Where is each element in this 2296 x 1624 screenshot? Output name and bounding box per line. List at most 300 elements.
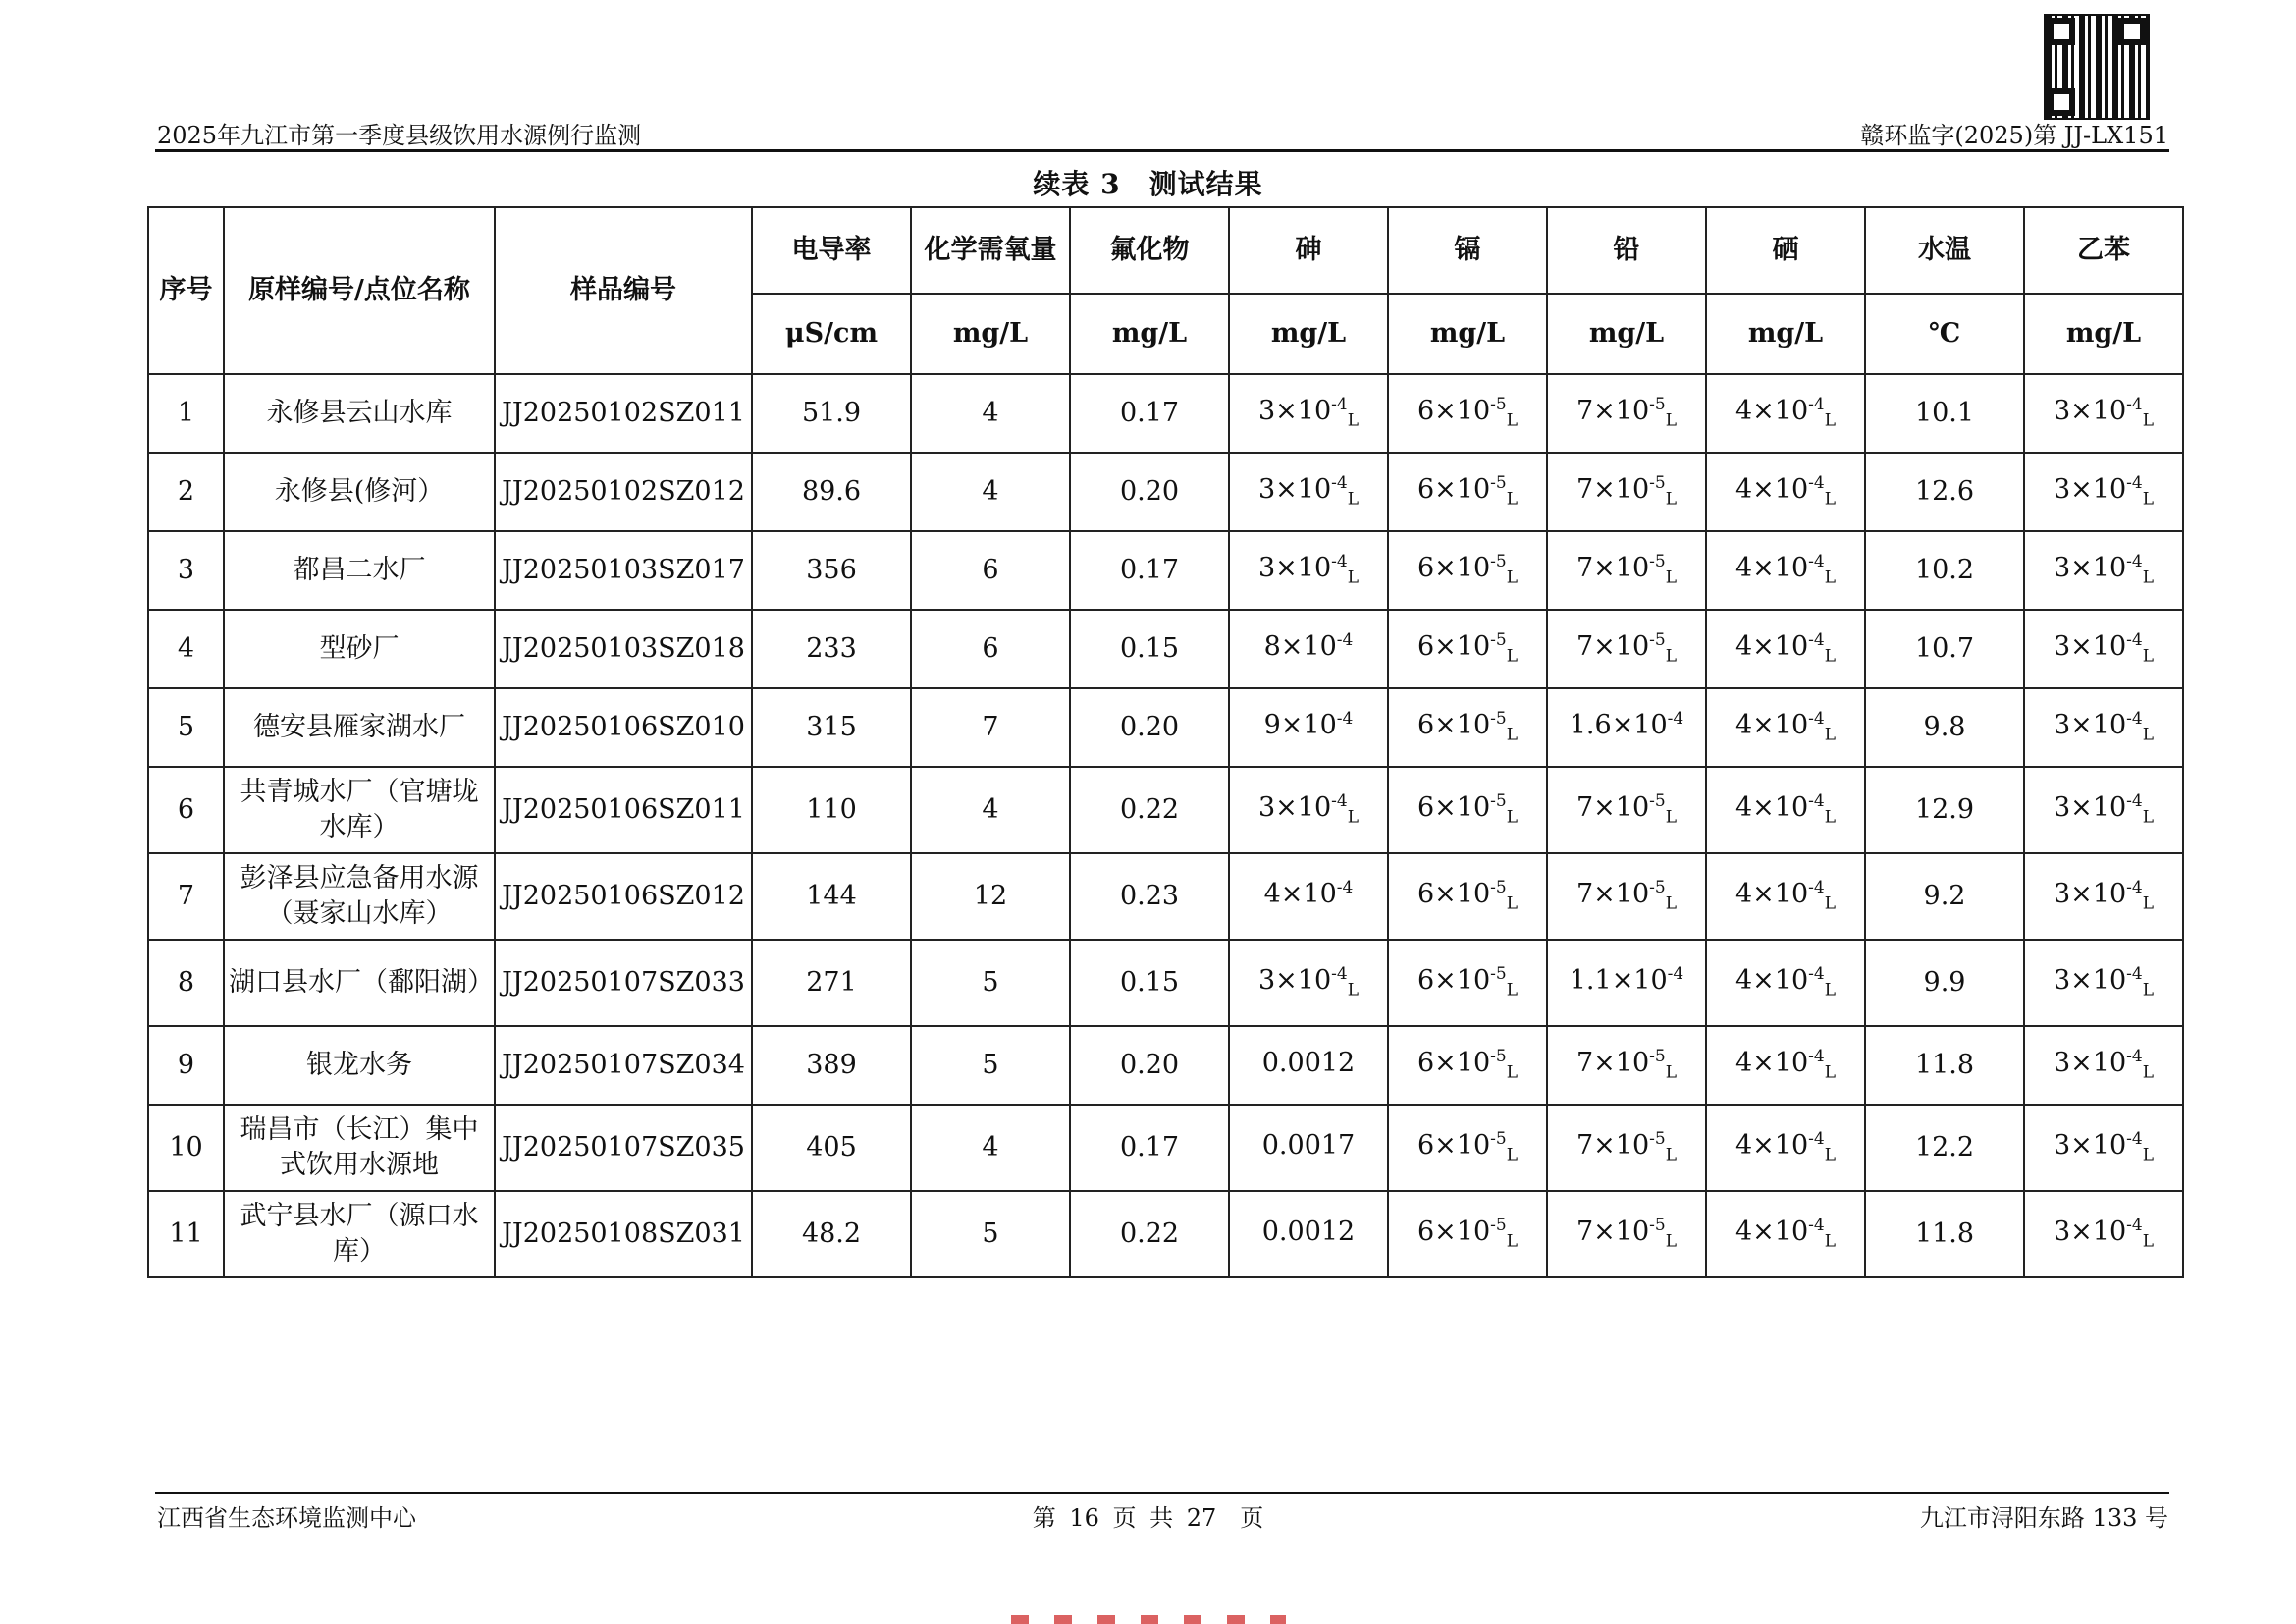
table-row	[148, 853, 2183, 940]
value-mantissa: 3×10	[2053, 1048, 2127, 1079]
below-detection-flag: L	[1824, 1062, 1837, 1083]
value-mantissa: 3×10	[2053, 631, 2127, 663]
value-exponent: -4	[1667, 709, 1684, 730]
cell-arsenic	[1229, 688, 1388, 767]
below-detection-flag: L	[2142, 1062, 2155, 1083]
below-detection-flag: L	[1506, 1145, 1519, 1165]
cell-conductivity: 51.9	[752, 374, 911, 453]
below-detection-flag: L	[1506, 1062, 1519, 1083]
value-mantissa: 9×10	[1263, 710, 1337, 741]
value-exponent: -4	[2126, 791, 2143, 812]
value-mantissa: 6×10	[1416, 1217, 1491, 1248]
value-mantissa: 3×10	[2053, 792, 2127, 824]
value-mantissa: 6×10	[1416, 553, 1491, 584]
cell-cadmium	[1388, 1026, 1547, 1105]
cell-sample-id: JJ20250103SZ017	[495, 531, 752, 610]
cell-lead	[1547, 1026, 1706, 1105]
header-param: 镉	[1388, 207, 1547, 294]
below-detection-flag: L	[2142, 893, 2155, 914]
cell-site: 都昌二水厂	[224, 531, 495, 610]
cell-ethylbenzene	[2024, 453, 2183, 531]
below-detection-flag: L	[1506, 489, 1519, 510]
below-detection-flag: L	[2142, 410, 2155, 431]
value-exponent: -4	[1808, 1216, 1825, 1236]
header-unit: mg/L	[1229, 294, 1388, 374]
value-mantissa: 6×10	[1416, 474, 1491, 506]
qr-code-icon	[2044, 14, 2150, 120]
below-detection-flag: L	[1506, 1231, 1519, 1252]
cell-cod: 6	[911, 531, 1070, 610]
cell-water-temp: 11.8	[1865, 1191, 2024, 1277]
below-detection-flag: L	[1824, 980, 1837, 1001]
value-mantissa: 3×10	[2053, 396, 2127, 427]
cell-sample-id: JJ20250103SZ018	[495, 610, 752, 688]
below-detection-flag: L	[1347, 568, 1360, 588]
cell-site: 型砂厂	[224, 610, 495, 688]
cell-sample-id: JJ20250107SZ033	[495, 940, 752, 1026]
cell-conductivity: 405	[752, 1105, 911, 1191]
cell-fluoride: 0.20	[1070, 688, 1229, 767]
cell-fluoride: 0.23	[1070, 853, 1229, 940]
cell-cadmium	[1388, 767, 1547, 853]
below-detection-flag: L	[2142, 1231, 2155, 1252]
cell-lead	[1547, 940, 1706, 1026]
cell-selenium	[1706, 610, 1865, 688]
header-unit: mg/L	[1706, 294, 1865, 374]
below-detection-flag: L	[1665, 1231, 1678, 1252]
below-detection-flag: L	[1824, 1231, 1837, 1252]
cell-arsenic	[1229, 853, 1388, 940]
cell-fluoride: 0.17	[1070, 374, 1229, 453]
value-mantissa: 4×10	[1735, 631, 1809, 663]
value-exponent: -4	[1336, 878, 1354, 898]
cell-selenium	[1706, 853, 1865, 940]
value-exponent: -5	[1649, 473, 1666, 494]
header-unit: ℃	[1865, 294, 2024, 374]
cell-conductivity: 271	[752, 940, 911, 1026]
value-exponent: -4	[2126, 878, 2143, 898]
cell-seq: 6	[148, 767, 224, 853]
cell-sample-id: JJ20250102SZ011	[495, 374, 752, 453]
value-mantissa: 7×10	[1575, 792, 1650, 824]
cell-site: 瑞昌市（长江）集中式饮用水源地	[224, 1105, 495, 1191]
cell-water-temp: 10.2	[1865, 531, 2024, 610]
cell-arsenic	[1229, 374, 1388, 453]
table-row	[148, 688, 2183, 767]
below-detection-flag: L	[1506, 807, 1519, 828]
header-unit: mg/L	[1547, 294, 1706, 374]
below-detection-flag: L	[1347, 980, 1360, 1001]
value-exponent: -4	[2126, 1216, 2143, 1236]
cell-arsenic	[1229, 610, 1388, 688]
cell-ethylbenzene	[2024, 374, 2183, 453]
cell-arsenic	[1229, 1026, 1388, 1105]
value-exponent: -4	[2126, 395, 2143, 415]
cell-ethylbenzene	[2024, 1026, 2183, 1105]
header-unit: mg/L	[911, 294, 1070, 374]
value-exponent: -5	[1649, 791, 1666, 812]
cell-water-temp: 12.6	[1865, 453, 2024, 531]
org-address: 九江市浔阳东路 133 号	[1919, 1504, 2168, 1532]
report-title: 2025年九江市第一季度县级饮用水源例行监测	[157, 122, 642, 149]
cell-site: 湖口县水厂（鄱阳湖）	[224, 940, 495, 1026]
cell-cod: 4	[911, 374, 1070, 453]
table-row	[148, 531, 2183, 610]
header-divider	[155, 149, 2169, 152]
cell-lead	[1547, 767, 1706, 853]
value-exponent: -4	[1331, 791, 1348, 812]
value-exponent: -4	[1808, 473, 1825, 494]
header-unit: mg/L	[1388, 294, 1547, 374]
cell-water-temp: 9.9	[1865, 940, 2024, 1026]
cell-conductivity: 110	[752, 767, 911, 853]
cell-seq: 5	[148, 688, 224, 767]
below-detection-flag: L	[2142, 1145, 2155, 1165]
value-mantissa: 3×10	[2053, 965, 2127, 997]
header-param: 水温	[1865, 207, 2024, 294]
cell-fluoride: 0.20	[1070, 453, 1229, 531]
value-mantissa: 0.0012	[1261, 1217, 1356, 1248]
table-row	[148, 610, 2183, 688]
below-detection-flag: L	[1824, 893, 1837, 914]
value-exponent: -4	[1808, 709, 1825, 730]
value-mantissa: 0.0017	[1261, 1130, 1356, 1162]
seal-stamp	[1011, 1615, 1286, 1624]
value-mantissa: 1.6×10	[1569, 710, 1668, 741]
cell-site: 德安县雁家湖水厂	[224, 688, 495, 767]
cell-conductivity: 389	[752, 1026, 911, 1105]
value-exponent: -5	[1490, 1129, 1507, 1150]
below-detection-flag: L	[2142, 568, 2155, 588]
below-detection-flag: L	[1506, 410, 1519, 431]
table-row	[148, 767, 2183, 853]
value-mantissa: 4×10	[1735, 1130, 1809, 1162]
value-mantissa: 8×10	[1263, 631, 1337, 663]
value-exponent: -4	[1808, 964, 1825, 985]
cell-site: 武宁县水厂（源口水库）	[224, 1191, 495, 1277]
value-exponent: -5	[1649, 1216, 1666, 1236]
value-mantissa: 6×10	[1416, 631, 1491, 663]
value-exponent: -4	[2126, 473, 2143, 494]
value-exponent: -4	[1331, 964, 1348, 985]
value-exponent: -4	[1667, 964, 1684, 985]
cell-conductivity: 356	[752, 531, 911, 610]
value-exponent: -4	[1808, 552, 1825, 572]
below-detection-flag: L	[1347, 410, 1360, 431]
value-exponent: -5	[1490, 878, 1507, 898]
table-row	[148, 1105, 2183, 1191]
header-site: 原样编号/点位名称	[224, 207, 495, 374]
header-param: 化学需氧量	[911, 207, 1070, 294]
value-mantissa: 7×10	[1575, 879, 1650, 910]
cell-site: 彭泽县应急备用水源（聂家山水库）	[224, 853, 495, 940]
value-mantissa: 7×10	[1575, 1048, 1650, 1079]
cell-cadmium	[1388, 688, 1547, 767]
cell-selenium	[1706, 767, 1865, 853]
header-param: 砷	[1229, 207, 1388, 294]
cell-selenium	[1706, 1105, 1865, 1191]
header-row-names	[148, 207, 2183, 294]
cell-arsenic	[1229, 453, 1388, 531]
value-mantissa: 1.1×10	[1569, 965, 1668, 997]
value-mantissa: 4×10	[1735, 710, 1809, 741]
value-mantissa: 6×10	[1416, 710, 1491, 741]
cell-ethylbenzene	[2024, 767, 2183, 853]
cell-fluoride: 0.17	[1070, 531, 1229, 610]
value-mantissa: 4×10	[1735, 792, 1809, 824]
cell-fluoride: 0.17	[1070, 1105, 1229, 1191]
below-detection-flag: L	[1824, 725, 1837, 745]
table-row	[148, 1191, 2183, 1277]
header-seq: 序号	[148, 207, 224, 374]
cell-water-temp: 10.1	[1865, 374, 2024, 453]
cell-sample-id: JJ20250102SZ012	[495, 453, 752, 531]
cell-conductivity: 315	[752, 688, 911, 767]
cell-seq: 4	[148, 610, 224, 688]
cell-cod: 6	[911, 610, 1070, 688]
cell-fluoride: 0.15	[1070, 610, 1229, 688]
header-unit: μS/cm	[752, 294, 911, 374]
cell-water-temp: 11.8	[1865, 1026, 2024, 1105]
cell-conductivity: 233	[752, 610, 911, 688]
cell-sample-id: JJ20250108SZ031	[495, 1191, 752, 1277]
below-detection-flag: L	[1347, 489, 1360, 510]
cell-fluoride: 0.22	[1070, 767, 1229, 853]
cell-arsenic	[1229, 531, 1388, 610]
cell-conductivity: 48.2	[752, 1191, 911, 1277]
cell-ethylbenzene	[2024, 610, 2183, 688]
cell-cadmium	[1388, 940, 1547, 1026]
below-detection-flag: L	[1506, 568, 1519, 588]
value-exponent: -4	[1808, 1047, 1825, 1067]
value-exponent: -5	[1490, 1216, 1507, 1236]
cell-water-temp: 10.7	[1865, 610, 2024, 688]
cell-cadmium	[1388, 453, 1547, 531]
value-exponent: -4	[2126, 1047, 2143, 1067]
value-mantissa: 3×10	[2053, 474, 2127, 506]
cell-lead	[1547, 453, 1706, 531]
value-exponent: -5	[1649, 1047, 1666, 1067]
table-row	[148, 374, 2183, 453]
cell-cod: 5	[911, 940, 1070, 1026]
cell-lead	[1547, 374, 1706, 453]
value-mantissa: 3×10	[2053, 1130, 2127, 1162]
value-exponent: -5	[1649, 630, 1666, 651]
value-exponent: -5	[1490, 709, 1507, 730]
cell-arsenic	[1229, 1191, 1388, 1277]
cell-cadmium	[1388, 531, 1547, 610]
cell-sample-id: JJ20250106SZ011	[495, 767, 752, 853]
table-caption: 续表 3 测试结果	[1033, 168, 1263, 200]
cell-seq: 9	[148, 1026, 224, 1105]
below-detection-flag: L	[1665, 646, 1678, 667]
header-unit: mg/L	[2024, 294, 2183, 374]
value-exponent: -4	[1808, 630, 1825, 651]
value-exponent: -4	[2126, 709, 2143, 730]
below-detection-flag: L	[1824, 807, 1837, 828]
cell-water-temp: 12.2	[1865, 1105, 2024, 1191]
value-exponent: -5	[1649, 1129, 1666, 1150]
below-detection-flag: L	[1506, 893, 1519, 914]
cell-sample-id: JJ20250106SZ010	[495, 688, 752, 767]
cell-cod: 5	[911, 1191, 1070, 1277]
value-exponent: -4	[1331, 473, 1348, 494]
cell-fluoride: 0.15	[1070, 940, 1229, 1026]
cell-site: 银龙水务	[224, 1026, 495, 1105]
value-mantissa: 3×10	[1257, 792, 1332, 824]
value-exponent: -5	[1490, 964, 1507, 985]
below-detection-flag: L	[2142, 489, 2155, 510]
value-exponent: -5	[1490, 1047, 1507, 1067]
below-detection-flag: L	[1665, 410, 1678, 431]
below-detection-flag: L	[1665, 1062, 1678, 1083]
value-mantissa: 7×10	[1575, 631, 1650, 663]
cell-seq: 2	[148, 453, 224, 531]
cell-cod: 12	[911, 853, 1070, 940]
footer-divider	[155, 1492, 2169, 1494]
cell-fluoride: 0.20	[1070, 1026, 1229, 1105]
value-mantissa: 4×10	[1735, 965, 1809, 997]
value-exponent: -4	[2126, 552, 2143, 572]
cell-seq: 3	[148, 531, 224, 610]
below-detection-flag: L	[2142, 646, 2155, 667]
below-detection-flag: L	[1824, 410, 1837, 431]
table-row	[148, 1026, 2183, 1105]
header-sample-id: 样品编号	[495, 207, 752, 374]
value-exponent: -5	[1649, 395, 1666, 415]
value-mantissa: 7×10	[1575, 553, 1650, 584]
cell-cod: 4	[911, 767, 1070, 853]
below-detection-flag: L	[1506, 646, 1519, 667]
below-detection-flag: L	[2142, 980, 2155, 1001]
cell-ethylbenzene	[2024, 1191, 2183, 1277]
cell-cod: 5	[911, 1026, 1070, 1105]
cell-lead	[1547, 531, 1706, 610]
value-mantissa: 4×10	[1735, 879, 1809, 910]
value-mantissa: 3×10	[1257, 396, 1332, 427]
cell-arsenic	[1229, 767, 1388, 853]
cell-seq: 10	[148, 1105, 224, 1191]
value-mantissa: 3×10	[2053, 1217, 2127, 1248]
value-exponent: -4	[1808, 395, 1825, 415]
value-mantissa: 4×10	[1735, 1048, 1809, 1079]
cell-sample-id: JJ20250106SZ012	[495, 853, 752, 940]
value-exponent: -4	[1808, 1129, 1825, 1150]
header-param: 电导率	[752, 207, 911, 294]
value-mantissa: 3×10	[1257, 474, 1332, 506]
value-exponent: -5	[1649, 552, 1666, 572]
cell-selenium	[1706, 531, 1865, 610]
below-detection-flag: L	[2142, 725, 2155, 745]
value-exponent: -5	[1490, 630, 1507, 651]
value-mantissa: 3×10	[2053, 879, 2127, 910]
cell-ethylbenzene	[2024, 940, 2183, 1026]
value-mantissa: 6×10	[1416, 1130, 1491, 1162]
below-detection-flag: L	[1665, 489, 1678, 510]
cell-selenium	[1706, 374, 1865, 453]
cell-cadmium	[1388, 1105, 1547, 1191]
cell-lead	[1547, 688, 1706, 767]
value-mantissa: 4×10	[1735, 1217, 1809, 1248]
cell-seq: 7	[148, 853, 224, 940]
results-body	[148, 374, 2183, 1277]
cell-water-temp: 9.2	[1865, 853, 2024, 940]
page-number: 第 16 页 共 27 页	[1032, 1504, 1264, 1532]
cell-fluoride: 0.22	[1070, 1191, 1229, 1277]
value-exponent: -5	[1490, 552, 1507, 572]
cell-cod: 4	[911, 453, 1070, 531]
header-param: 铅	[1547, 207, 1706, 294]
org-name: 江西省生态环境监测中心	[157, 1504, 416, 1532]
value-mantissa: 6×10	[1416, 1048, 1491, 1079]
results-table	[147, 206, 2184, 1278]
below-detection-flag: L	[2142, 807, 2155, 828]
cell-water-temp: 9.8	[1865, 688, 2024, 767]
value-mantissa: 6×10	[1416, 792, 1491, 824]
cell-selenium	[1706, 1026, 1865, 1105]
cell-arsenic	[1229, 940, 1388, 1026]
value-exponent: -4	[1808, 878, 1825, 898]
value-mantissa: 4×10	[1735, 396, 1809, 427]
cell-water-temp: 12.9	[1865, 767, 2024, 853]
value-exponent: -5	[1490, 791, 1507, 812]
value-mantissa: 6×10	[1416, 965, 1491, 997]
value-mantissa: 3×10	[1257, 965, 1332, 997]
cell-site: 共青城水厂（官塘垅水库）	[224, 767, 495, 853]
cell-conductivity: 89.6	[752, 453, 911, 531]
value-exponent: -4	[1336, 709, 1354, 730]
cell-site: 永修县(修河）	[224, 453, 495, 531]
value-mantissa: 7×10	[1575, 1217, 1650, 1248]
cell-lead	[1547, 1105, 1706, 1191]
cell-ethylbenzene	[2024, 853, 2183, 940]
cell-cadmium	[1388, 374, 1547, 453]
cell-ethylbenzene	[2024, 1105, 2183, 1191]
cell-ethylbenzene	[2024, 688, 2183, 767]
below-detection-flag: L	[1506, 725, 1519, 745]
below-detection-flag: L	[1824, 568, 1837, 588]
below-detection-flag: L	[1665, 893, 1678, 914]
below-detection-flag: L	[1824, 489, 1837, 510]
cell-ethylbenzene	[2024, 531, 2183, 610]
value-exponent: -4	[2126, 630, 2143, 651]
below-detection-flag: L	[1347, 807, 1360, 828]
cell-arsenic	[1229, 1105, 1388, 1191]
header-param: 硒	[1706, 207, 1865, 294]
cell-selenium	[1706, 453, 1865, 531]
value-mantissa: 4×10	[1735, 553, 1809, 584]
value-mantissa: 6×10	[1416, 396, 1491, 427]
below-detection-flag: L	[1665, 807, 1678, 828]
value-mantissa: 6×10	[1416, 879, 1491, 910]
value-exponent: -4	[1331, 395, 1348, 415]
value-mantissa: 7×10	[1575, 474, 1650, 506]
cell-selenium	[1706, 940, 1865, 1026]
value-mantissa: 3×10	[1257, 553, 1332, 584]
cell-cod: 7	[911, 688, 1070, 767]
value-exponent: -4	[1808, 791, 1825, 812]
cell-cod: 4	[911, 1105, 1070, 1191]
value-mantissa: 4×10	[1735, 474, 1809, 506]
report-number: 赣环监字(2025)第 JJ-LX151	[1860, 122, 2168, 149]
value-exponent: -4	[1331, 552, 1348, 572]
cell-sample-id: JJ20250107SZ034	[495, 1026, 752, 1105]
cell-cadmium	[1388, 610, 1547, 688]
value-mantissa: 7×10	[1575, 396, 1650, 427]
below-detection-flag: L	[1665, 1145, 1678, 1165]
cell-lead	[1547, 1191, 1706, 1277]
value-mantissa: 3×10	[2053, 553, 2127, 584]
